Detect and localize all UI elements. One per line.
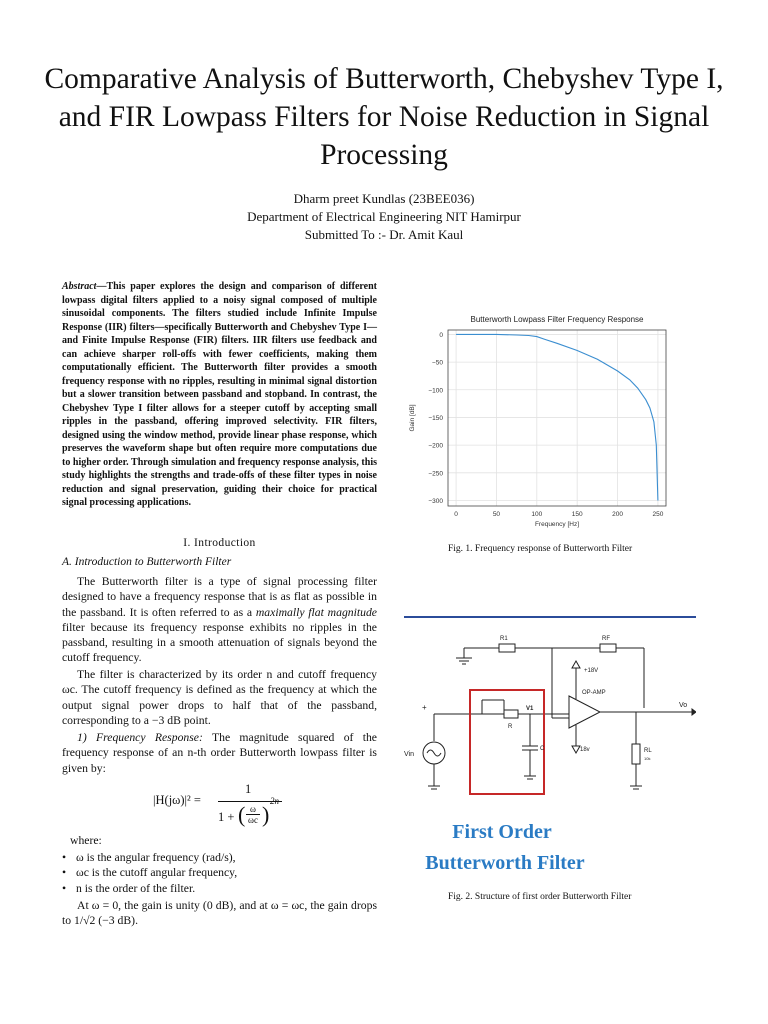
chart-title: Butterworth Lowpass Filter Frequency Response: [470, 315, 644, 324]
submitted-to: Submitted To :- Dr. Amit Kaul: [304, 227, 464, 242]
x-tick-label: 100: [531, 511, 543, 518]
sine-icon: [427, 750, 441, 756]
opamp: [569, 696, 600, 728]
supply-arrow: [572, 661, 580, 668]
y-tick-label: −200: [428, 442, 443, 450]
resistor-rl: [632, 744, 640, 764]
author-name: Dharm preet Kundlas (23BEE036): [293, 191, 475, 206]
y-axis-label: Gain [dB]: [409, 404, 416, 432]
y-tick-label: −300: [428, 497, 443, 505]
paragraph-gain: At ω = 0, the gain is unity (0 dB), and at ω = ωc, the gain drops to 1/√2 (−3 dB).: [62, 899, 377, 928]
equation-exponent: 2n: [270, 796, 279, 806]
inner-numerator: ω: [250, 804, 256, 814]
y-tick-label: −250: [428, 470, 443, 478]
abstract: [62, 280, 377, 510]
label-r1: R1: [500, 636, 508, 642]
abstract-body: —This paper explores the design and comparison of different lowpass digital filters applied to a noisy signal composed of multiple sinusoidal components. The filters studied include Infinite Impulse Response (IIR) filters—specifically Butterworth and Chebyshev Type I—and Finite Impulse Response (FIR) filters. IIR filters use feedback and can achieve sharper roll-offs with fewer coefficients, making them computationally efficient. The Butterworth filter provides a smooth frequency response with no ripples, resulting in minimal signal distortion but a slower transition between passband and stopband. In contrast, the Chebyshev Type I filter allows for a steeper cutoff by accepting small ripples in the passband, offering improved selectivity. FIR filters, designed using the window method, provide linear phase response, which preserves the waveform shape but often require more computations due to higher order. Through simulation and frequency response analysis, this study highlights the strengths and trade-offs of these filter types in noise reduction and signal preservation, guiding their choice for practical signal processing applications.: [62, 281, 377, 508]
paragraph-order: The filter is characterized by its order n and cutoff frequency ωc. The cutoff frequency is defined as the frequency at which the output signal power drops to half that of the passband, corresponding to a −3 dB point.: [62, 668, 377, 727]
inner-fraction: [246, 804, 260, 825]
paragraph-subheading: 1) Frequency Response:: [77, 731, 203, 744]
label-vplus: +18V: [584, 668, 599, 674]
figure-1-caption: Fig. 1. Frequency response of Butterworth Filter: [448, 544, 633, 554]
paragraph-text: The Butterworth filter is a type of signal processing filter designed to have a frequency response that is as flat as possible in the passband. It is often referred to as a: [62, 575, 377, 619]
y-tick-label: −100: [428, 387, 443, 395]
label-vin: Vin: [404, 751, 414, 758]
paragraph-text: The magnitude squared of the frequency response of an n-th order Butterworth lowpass filter is given by:: [62, 731, 377, 775]
list-item: • ωc is the cutoff angular frequency,: [62, 865, 377, 880]
y-tick-label: −150: [428, 414, 443, 422]
paragraph-emphasis: maximally flat magnitude: [255, 605, 377, 619]
figure-heading-line-1: First Order: [452, 821, 552, 843]
inner-denominator: ωc: [246, 814, 260, 825]
resistor-rf: [600, 644, 616, 652]
x-tick-label: 50: [492, 511, 501, 518]
equation-lhs: |H(jω)|² =: [153, 793, 201, 807]
subsection-heading: A. Introduction to Butterworth Filter: [62, 556, 232, 568]
x-tick-label: 250: [652, 511, 664, 518]
section-heading: I. Introduction: [183, 537, 256, 549]
equation: [150, 780, 310, 832]
x-tick-label: 150: [571, 511, 583, 518]
plot-frame: [448, 330, 666, 506]
list-item: • n is the order of the filter.: [62, 881, 377, 896]
label-rl: RL: [644, 748, 652, 754]
resistor-r: [504, 710, 518, 718]
label-vo: Vo: [679, 702, 688, 709]
where-label: where:: [70, 834, 102, 847]
paragraph-text: filter because its frequency response exhibits no ripples in the passband, resulting in a smooth attenuation of signals beyond the cutoff frequency.: [62, 620, 377, 665]
paragraph-frequency-response: [62, 730, 377, 776]
equation-numerator: 1: [245, 782, 252, 796]
x-tick-label: 0: [454, 511, 458, 518]
label-opamp: OP-AMP: [582, 690, 606, 696]
y-tick-label: −50: [431, 359, 443, 367]
resistor-r1: [499, 644, 515, 652]
label-rl-value: 10k: [644, 756, 651, 761]
x-tick-label: 200: [612, 511, 623, 518]
output-arrow: [692, 709, 696, 715]
figure-2-caption: Fig. 2. Structure of first order Butterworth Filter: [448, 892, 632, 902]
figure-heading-line-2: Butterworth Filter: [425, 852, 585, 874]
frequency-response-chart: [404, 308, 704, 532]
author-affiliation: Department of Electrical Engineering NIT Hamirpur: [247, 209, 521, 224]
paper-title: Comparative Analysis of Butterworth, Chebyshev Type I, and FIR Lowpass Filters for Noise Reduction in Signal Processing: [44, 63, 724, 171]
label-plus: +: [422, 703, 427, 712]
bullet-list: [62, 850, 377, 896]
paren-left: (: [238, 802, 246, 827]
label-v1: V1: [526, 706, 534, 712]
supply-arrow: [572, 746, 580, 753]
author-block: [100, 190, 668, 244]
butterworth-circuit-diagram: [404, 616, 696, 886]
paragraph-intro: [62, 574, 377, 666]
equation-denominator: [218, 796, 298, 830]
paren-right: ): [262, 802, 270, 827]
label-rf: RF: [602, 636, 610, 642]
denominator-one: 1 +: [218, 810, 235, 824]
list-item: • ω is the angular frequency (rad/s),: [62, 850, 377, 865]
label-r: R: [508, 724, 513, 730]
abstract-heading: Abstract: [62, 281, 97, 292]
label-c: C: [540, 746, 545, 752]
label-vminus: 18v: [580, 747, 590, 753]
x-axis-label: Frequency [Hz]: [534, 521, 580, 528]
y-tick-label: 0: [439, 331, 443, 339]
